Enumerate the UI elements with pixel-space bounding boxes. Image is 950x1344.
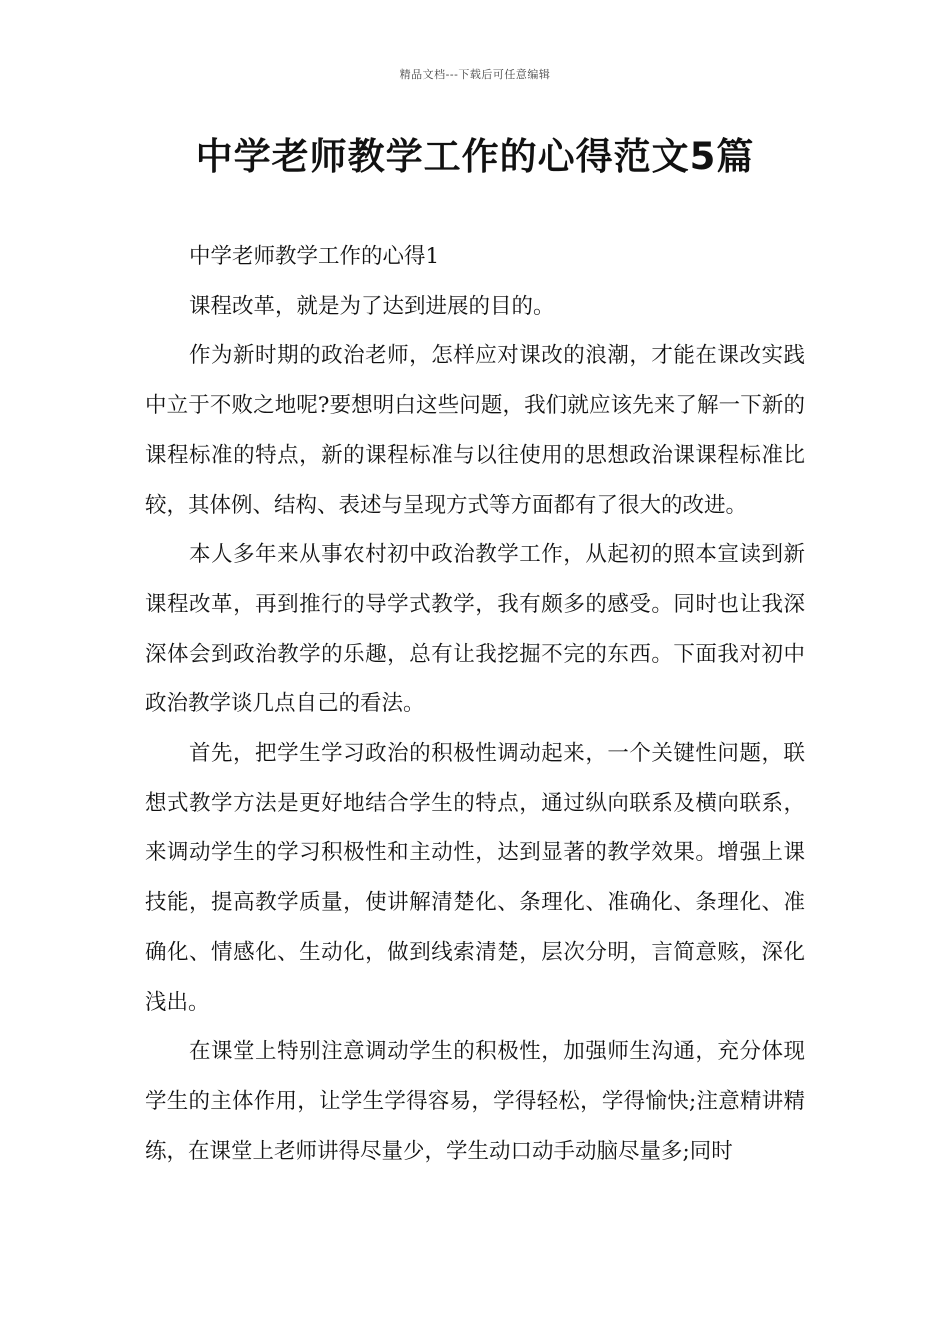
header-note: 精品文档---下载后可任意编辑	[399, 68, 551, 81]
paragraph: 在课堂上特别注意调动学生的积极性，加强师生沟通，充分体现学生的主体作用，让学生学得容易，学得轻松，学得愉快;注意精讲精练，在课堂上老师讲得尽量少，学生动口动手动脑尽量多;同时	[145, 1039, 805, 1164]
paragraph: 首先，把学生学习政治的积极性调动起来，一个关键性问题，联想式教学方法是更好地结合学生的特点，通过纵向联系及横向联系，来调动学生的学习积极性和主动性，达到显著的教学效果。增强上课技能，提高教学质量，使讲解清楚化、条理化、准确化、条理化、准确化、情感化、生动化，做到线索清楚，层次分明，言简意赅，深化浅出。	[145, 741, 805, 1015]
paragraph: 作为新时期的政治老师，怎样应对课改的浪潮，才能在课改实践中立于不败之地呢?要想明白这些问题，我们就应该先来了解一下新的课程标准的特点，新的课程标准与以往使用的思想政治课课程标准比较，其体例、结构、表述与呈现方式等方面都有了很大的改进。	[145, 343, 805, 518]
section-heading: 中学老师教学工作的心得1	[189, 244, 440, 269]
document-title: 中学老师教学工作的心得范文5篇	[195, 135, 755, 178]
paragraph: 课程改革，就是为了达到进展的目的。	[189, 293, 555, 319]
paragraph: 本人多年来从事农村初中政治教学工作，从起初的照本宣读到新课程改革，再到推行的导学式教学，我有颇多的感受。同时也让我深深体会到政治教学的乐趣，总有让我挖掘不完的东西。下面我对初中政治教学谈几点自己的看法。	[145, 542, 805, 717]
document-body	[145, 232, 805, 1176]
